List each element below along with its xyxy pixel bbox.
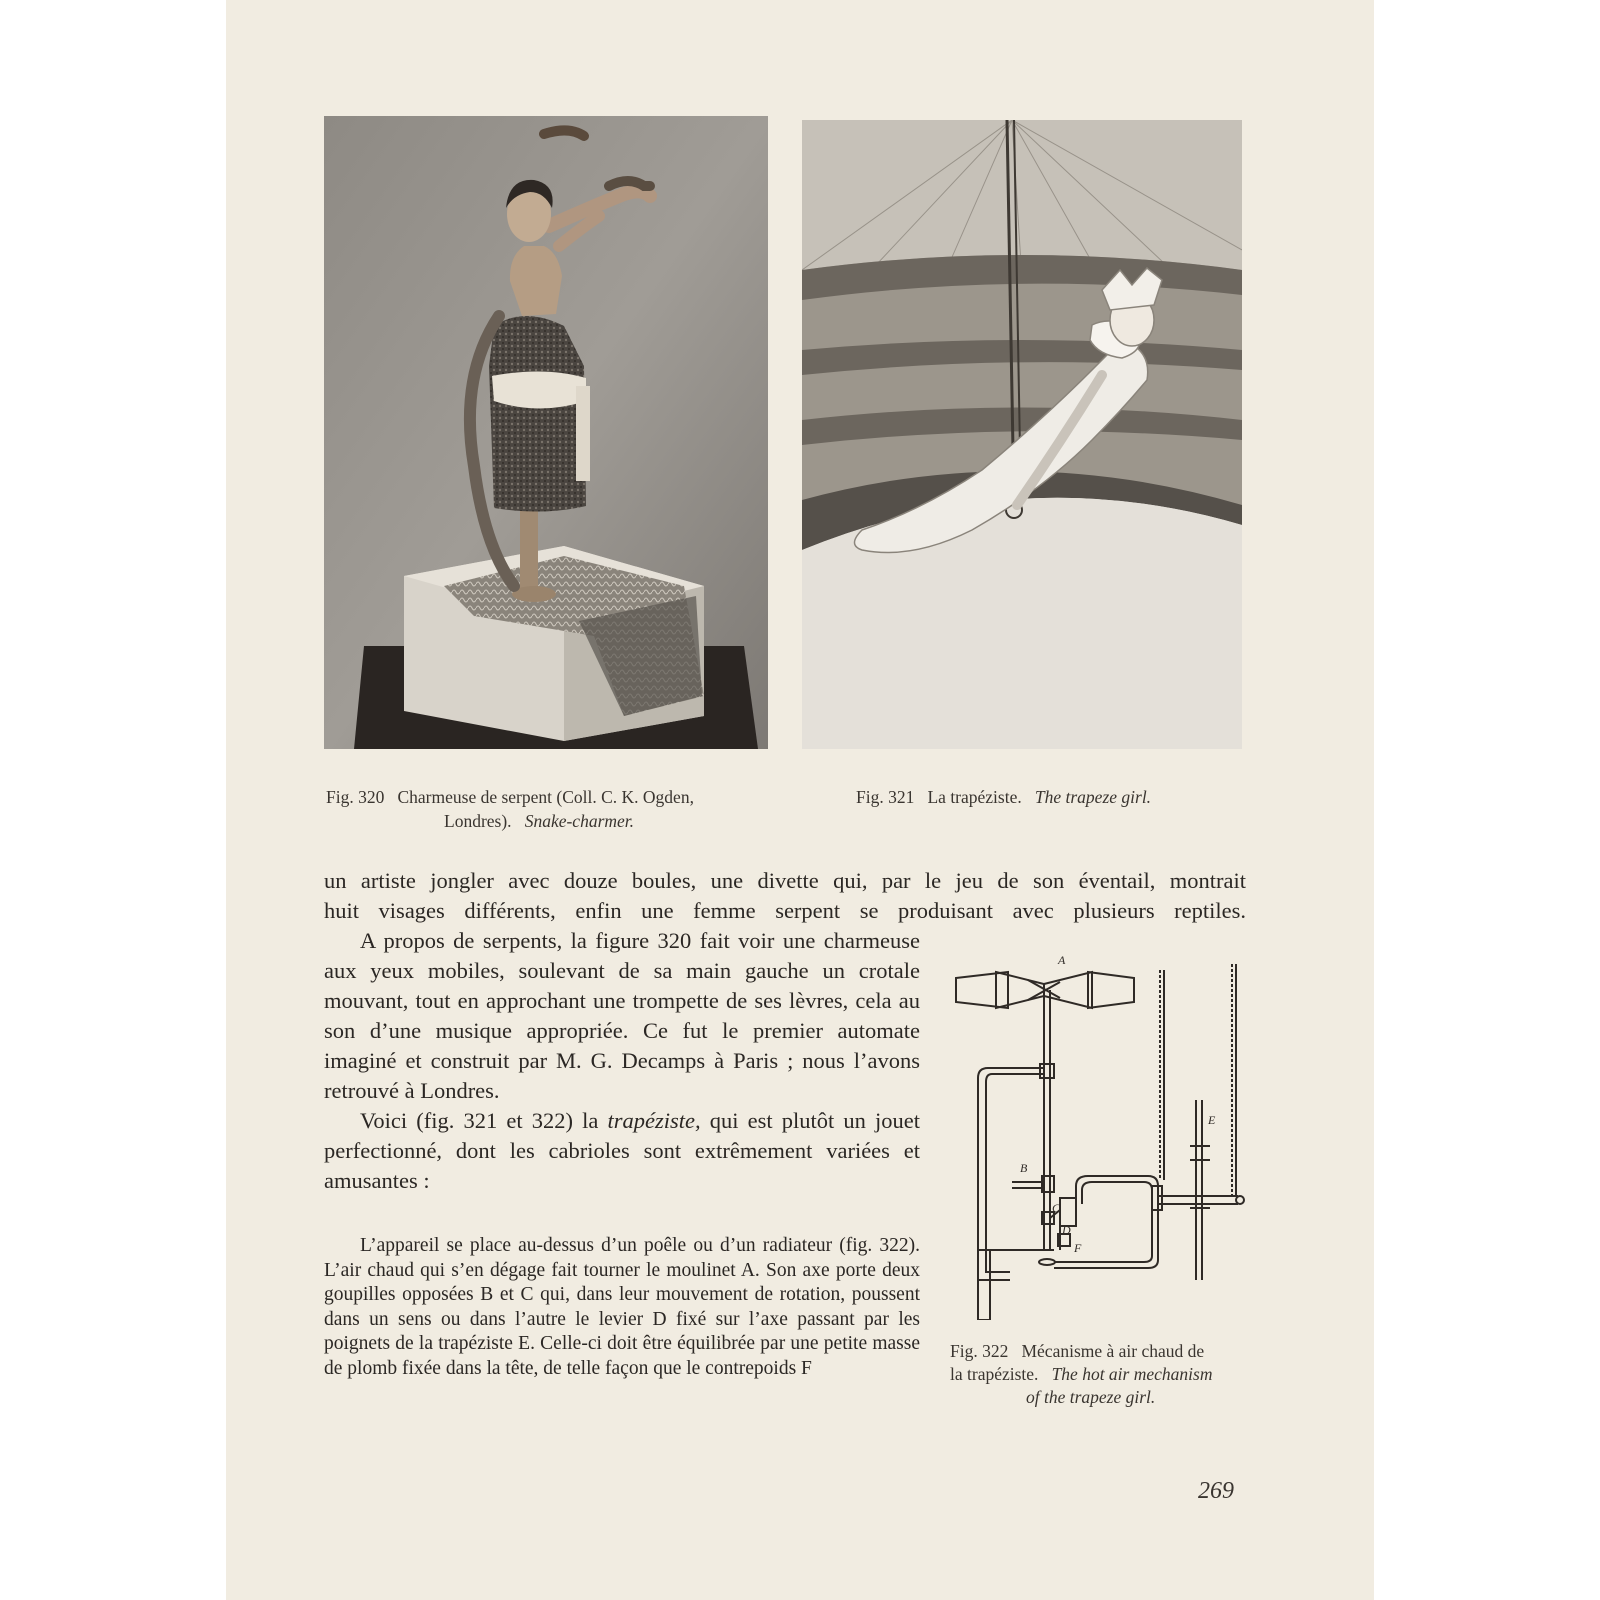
body-paragraph-1: [324, 866, 1246, 926]
fig-320-caption-fr: Charmeuse de serpent (Coll. C. K. Ogden,: [397, 787, 694, 807]
fig-321-caption: [856, 786, 1246, 809]
fig-320-caption-line2: [444, 810, 784, 833]
fig-321-number: Fig. 321: [856, 787, 915, 807]
body-paragraph-3: [324, 1106, 920, 1196]
fig-321-caption-en: The trapeze girl.: [1034, 787, 1152, 807]
fig-320-caption: [326, 786, 776, 809]
body-paragraph-4: [324, 1234, 920, 1381]
diagram-label-f: F: [1074, 1241, 1082, 1255]
snake-charmer-illustration: [324, 116, 768, 749]
body-paragraph-3-start: Voici (fig. 321 et 322) la: [360, 1108, 608, 1133]
body-paragraph-4-text: L’appareil se place au-dessus d’un poêle ou d’un radiateur (fig. 322). L’air chaud qui s’en dégage fait tourner le moulinet A. Son axe porte deux goupilles opposées B et C qui, dans leur mouvement de rotation, poussent dans un sens ou dans l’autre le levier D fixé sur l’axe passant par les poignets de la trapéziste E. Celle-ci doit être équilibrée par une petite masse de plomb fixée dans la tête, de telle façon que le contrepoids F: [324, 1235, 920, 1379]
fig-322-diagram: [948, 950, 1248, 1320]
diagram-label-b: B: [1020, 1161, 1028, 1175]
body-column: [324, 926, 920, 1196]
fig-322-caption-line-1: [950, 1340, 1250, 1363]
body-paragraph-1-line-1: un artiste jongler avec douze boules, une divette qui, par le jeu de son éventail, montrait: [324, 868, 1246, 893]
page-number: 269: [1198, 1478, 1234, 1504]
fig-322-caption-line-2: [950, 1363, 1250, 1386]
fig-322-caption-fr: Mécanisme à air chaud de: [1021, 1341, 1205, 1361]
diagram-label-a: A: [1058, 953, 1066, 967]
body-paragraph-2: A propos de serpents, la figure 320 fait voir une charmeuse aux yeux mobiles, soulevant de sa main gauche un crotale mouvant, tout en approchant une trompette de ses lèvres, cela au son d’une musique appropriée. Ce fut le premier automate imaginé et construit par M. G. Decamps à Paris ; nous l’avons retrouvé à Londres.: [324, 928, 920, 1103]
hot-air-mechanism-drawing: [948, 950, 1248, 1320]
fig-322-caption: [950, 1340, 1250, 1409]
body-paragraph-3-end: qui est plutôt un jouet perfectionné, dont les cabrioles sont extrêmement variées et amusantes :: [324, 1108, 920, 1193]
fig-322-caption-en: The hot air mechanism: [1051, 1364, 1213, 1384]
diagram-label-d: D: [1062, 1223, 1071, 1237]
fig-322-caption-en-2: of the trapeze girl.: [1026, 1387, 1156, 1407]
diagram-label-c: C: [1052, 1201, 1061, 1215]
diagram-label-e: E: [1208, 1113, 1216, 1127]
fig-322-caption-line-3: [950, 1386, 1250, 1409]
snake-charmer-photo: [324, 116, 768, 749]
body-paragraph-1-line-2: huit visages différents, enfin une femme serpent se produisant avec plusieurs reptiles.: [324, 898, 1246, 923]
fig-320-caption-en: Snake-charmer.: [524, 811, 635, 831]
fig-320-caption-fr-2: Londres).: [444, 811, 512, 831]
body-paragraph-3-italic: trapéziste,: [607, 1108, 701, 1133]
trapeze-circus-drawing: [802, 120, 1242, 749]
trapeze-girl-illustration: [802, 120, 1242, 749]
fig-320-number: Fig. 320: [326, 787, 385, 807]
fig-322-caption-fr-2: la trapéziste.: [950, 1364, 1039, 1384]
fig-322-number: Fig. 322: [950, 1341, 1009, 1361]
fig-321-caption-fr: La trapéziste.: [927, 787, 1022, 807]
